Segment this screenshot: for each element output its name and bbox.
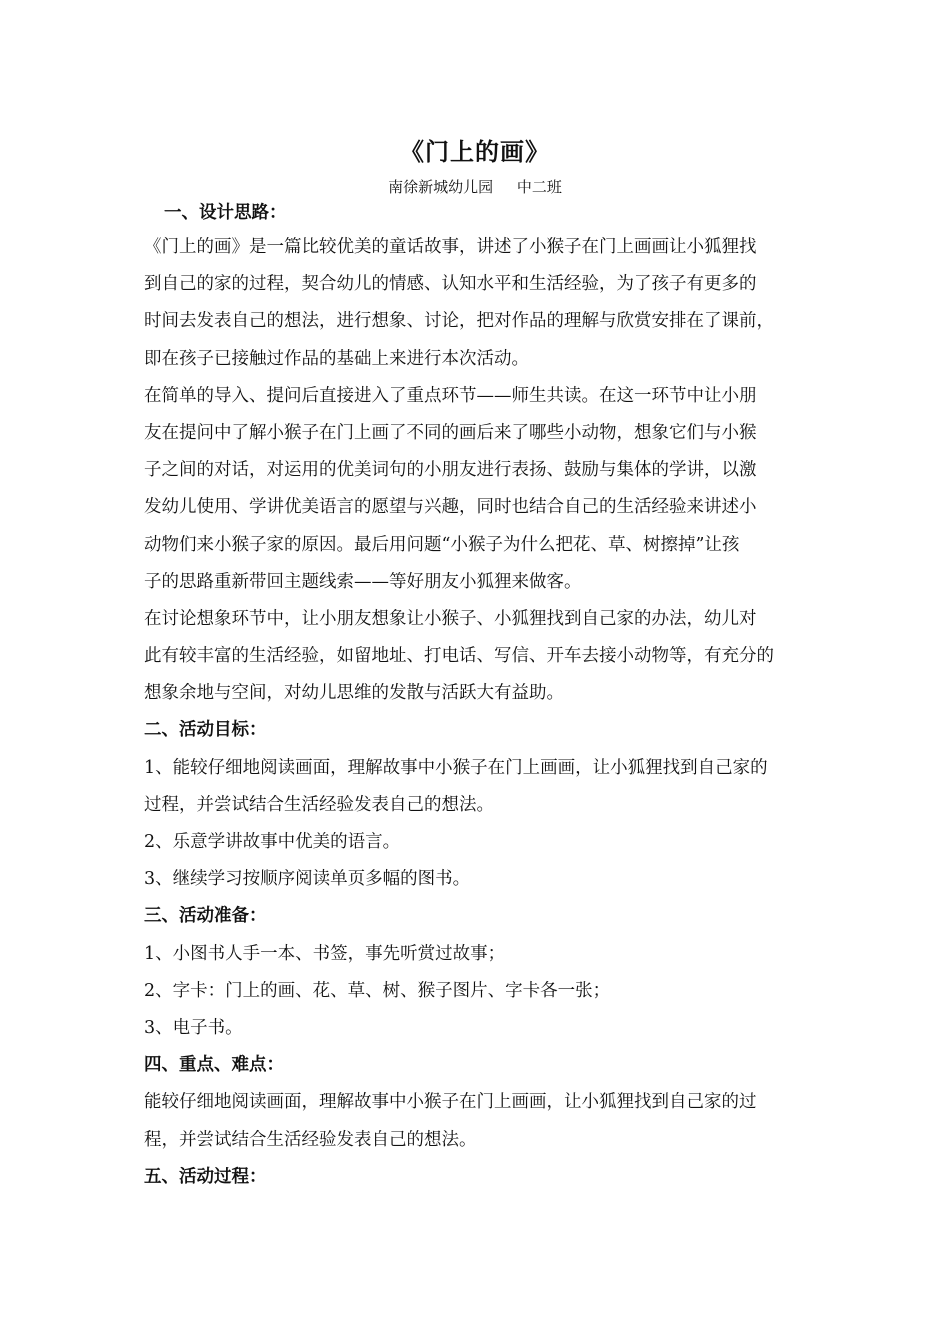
paragraph-line: 时间去发表自己的想法，进行想象、讨论，把对作品的理解与欣赏安排在了课前， xyxy=(144,311,774,332)
paragraph-line: 子的思路重新带回主题线索——等好朋友小狐狸来做客。 xyxy=(144,571,582,592)
paragraph-line: 此有较丰富的生活经验，如留地址、打电话、写信、开车去接小动物等，有充分的 xyxy=(144,646,774,667)
paragraph-line: 1、能较仔细地阅读画面，理解故事中小猴子在门上画画，让小狐狸找到自己家的 xyxy=(144,757,768,778)
section-heading-preparation: 三、活动准备： xyxy=(144,906,267,927)
paragraph-line: 在简单的导入、提问后直接进入了重点环节——师生共读。在这一环节中让小朋 xyxy=(144,385,757,406)
paragraph-line: 发幼儿使用、学讲优美语言的愿望与兴趣，同时也结合自己的生活经验来讲述小 xyxy=(144,497,757,518)
section-heading-process: 五、活动过程： xyxy=(144,1166,267,1187)
paragraph-line: 2、乐意学讲故事中优美的语言。 xyxy=(144,832,401,852)
document-title: 《门上的画》 xyxy=(400,137,550,166)
paragraph-line: 3、电子书。 xyxy=(144,1017,243,1038)
paragraph-line: 程，并尝试结合生活经验发表自己的想法。 xyxy=(144,1129,477,1150)
section-heading-design: 一、设计思路： xyxy=(164,203,287,223)
paragraph-line: 友在提问中了解小猴子在门上画了不同的画后来了哪些小动物，想象它们与小猴 xyxy=(144,422,757,443)
paragraph-line: 动物们来小猴子家的原因。最后用问题“小猴子为什么把花、草、树擦掉”让孩 xyxy=(144,534,740,555)
paragraph-line: 2、字卡：门上的画、花、草、树、猴子图片、字卡各一张； xyxy=(144,980,611,1001)
document-body xyxy=(144,197,814,1196)
section-heading-goals: 二、活动目标： xyxy=(144,720,267,741)
paragraph-line: 子之间的对话，对运用的优美词句的小朋友进行表扬、鼓励与集体的学讲，以激 xyxy=(144,460,757,481)
paragraph-line: 过程，并尝试结合生活经验发表自己的想法。 xyxy=(144,794,494,815)
paragraph-line: 到自己的家的过程，契合幼儿的情感、认知水平和生活经验，为了孩子有更多的 xyxy=(144,274,757,295)
paragraph-line: 3、继续学习按顺序阅读单页多幅的图书。 xyxy=(144,869,471,890)
paragraph-line: 能较仔细地阅读画面，理解故事中小猴子在门上画画，让小狐狸找到自己家的过 xyxy=(144,1092,757,1113)
paragraph-line: 即在孩子已接触过作品的基础上来进行本次活动。 xyxy=(144,348,529,369)
paragraph-line: 《门上的画》是一篇比较优美的童话故事，讲述了小猴子在门上画画让小狐狸找 xyxy=(144,237,757,257)
paragraph-line: 在讨论想象环节中，让小朋友想象让小猴子、小狐狸找到自己家的办法，幼儿对 xyxy=(144,608,757,629)
section-heading-key-points: 四、重点、难点： xyxy=(144,1055,284,1076)
paragraph-line: 想象余地与空间，对幼儿思维的发散与活跃大有益助。 xyxy=(144,683,564,704)
document-subtitle: 南徐新城幼儿园 中二班 xyxy=(388,178,562,196)
paragraph-line: 1、小图书人手一本、书签，事先听赏过故事； xyxy=(144,943,506,964)
